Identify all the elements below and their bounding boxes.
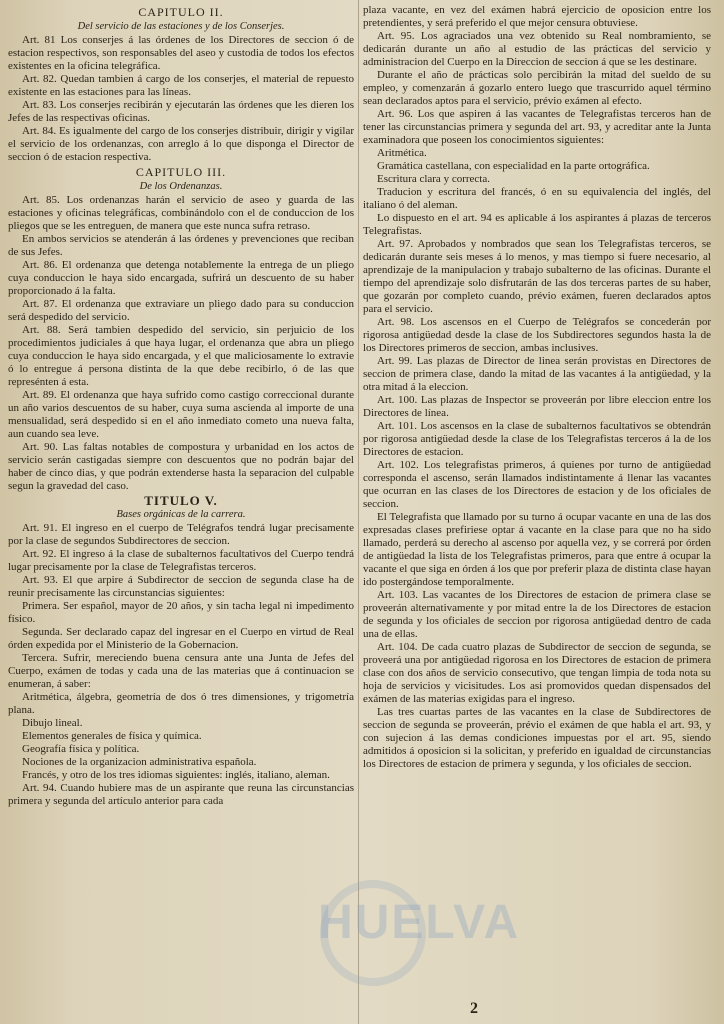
subject-administration: Nociones de la organizacion administrativa española. [22, 756, 257, 768]
requirement-arithmetic: Aritmética. [377, 147, 427, 159]
requirement-writing: Escritura clara y correcta. [377, 173, 490, 185]
article-87: Art. 87. El ordenanza que extraviare un pliego dado para su conduccion será despedido del servicio. [8, 298, 354, 323]
chapter-2-heading: CAPITULO II. [138, 5, 224, 19]
article-90: Art. 90. Las faltas notables de compostura y urbanidad en los actos de servicio serán castigadas siempre con descuentos que no podrán bajar del haber de cinco dias, y que podrán extenderse hasta la separacion del culpable segun la gravedad del caso. [8, 441, 354, 492]
title-5-heading: TITULO V. [144, 493, 218, 508]
article-104: Art. 104. De cada cuatro plazas de Subdirector de seccion de segunda, se proveerá una por antigüedad rigorosa en los Directores de estacion de primera clase con dos años de servicio consecutivo, que tengan limpia de toda nota su hoja de servicios y vicisitudes. Los asi promovidos quedan dispensados del exámen de las materias exigidas para el ingreso. [363, 641, 711, 705]
archive-watermark: HUELVA [318, 896, 521, 949]
article-104-paragraph: Las tres cuartas partes de las vacantes en la clase de Subdirectores de seccion de segunda se proveerán, prévio el exámen de que habla el art. 93, y con sujecion á las demas condiciones impuestas por el art. 95, siendo admitidos á oposicion si la solicitan, y preferido en igualdad de circunstancias los Directores de estacion de primera y segunda, y los oficiales de seccion. [363, 706, 711, 770]
article-88: Art. 88. Será tambien despedido del servicio, sin perjuicio de los procedimientos judiciales á que haya lugar, el ordenanza que abra un pliego cuya conduccion le haya sido encargada, y el que maliciosamente lo extravie ó lo entregue á persona distinta de la que debe recibirlo, ó de las que represénten á esta. [8, 324, 354, 388]
chapter-3-heading: CAPITULO III. [135, 165, 227, 179]
title-5-subheading: Bases orgánicas de la carrera. [116, 509, 246, 520]
article-102: Art. 102. Los telegrafistas primeros, á quienes por turno de antigüedad corresponda el ascenso, serán llamados indistintamente á llenar las vacantes que ocurran en las clases de los Directores de estacion y de los oficiales de seccion. [363, 459, 711, 510]
condition-segunda: Segunda. Ser declarado capaz del ingresar en el Cuerpo en virtud de Real órden expedida por el Ministerio de la Gobernacion. [8, 626, 354, 651]
requirement-note: Lo dispuesto en el art. 94 es aplicable á los aspirantes á plazas de terceros Telegrafistas. [363, 212, 711, 237]
article-93: Art. 93. El que arpire á Subdirector de seccion de segunda clase ha de reunir precisamente las circunstancias siguientes: [8, 574, 354, 599]
column-divider [358, 0, 359, 1024]
article-91: Art. 91. El ingreso en el cuerpo de Telégrafos tendrá lugar precisamente por la clase de segundos Subdirectores de seccion. [8, 522, 354, 547]
right-column [363, 4, 711, 1000]
chapter-3-subheading: De los Ordenanzas. [139, 181, 223, 192]
article-94-continuation: plaza vacante, en vez del exámen habrá ejercicio de oposicion entre los pretendientes, y será preferido el que mejor censura obtuviese. [363, 4, 711, 29]
article-92: Art. 92. El ingreso á la clase de subalternos facultativos del Cuerpo tendrá lugar precisamente por la clase de Telegrafistas terceros. [8, 548, 354, 573]
article-101: Art. 101. Los ascensos en la clase de subalternos facultativos se obtendrán por rigorosa antigüedad desde la clase de los Telegrafistas terceros á la de los Directores de estacion. [363, 420, 711, 458]
article-83: Art. 83. Los conserjes recibirán y ejecutarán las órdenes que les dieren los Jefes de las respectivas oficinas. [8, 99, 354, 124]
subject-geography: Geografía física y política. [22, 743, 140, 755]
article-94: Art. 94. Cuando hubiere mas de un aspirante que reuna las circunstancias primera y segunda del artículo anterior para cada [8, 782, 354, 807]
article-98: Art. 98. Los ascensos en el Cuerpo de Telégrafos se concederán por rigorosa antigüedad desde la clase de los Subdirectores segundos hasta la de los Directores primeros de seccion, ambas inclusives. [363, 316, 711, 354]
article-82: Art. 82. Quedan tambien á cargo de los conserjes, el material de repuesto existente en las estaciones para las líneas. [8, 73, 354, 98]
subject-physics: Elementos generales de física y química. [22, 730, 202, 742]
article-85-paragraph: En ambos servicios se atenderán á las órdenes y prevenciones que reciban de sus Jefes. [8, 233, 354, 258]
article-95: Art. 95. Los agraciados una vez obtenido su Real nombramiento, se dedicarán durante un año al estudio de las prácticas del servicio y administracion del Cuerpo en la Direccion de seccion á que se les destinare. [363, 30, 711, 68]
page-number: 2 [470, 1000, 478, 1017]
article-89: Art. 89. El ordenanza que haya sufrido como castigo correccional durante un año varios descuentos de su haber, cuya suma ascienda al importe de una mensualidad, será despedido si en el año inmediato cometo una nueva falta, aun cuando sea leve. [8, 389, 354, 440]
article-103: Art. 103. Las vacantes de los Directores de estacion de primera clase se proveerán alternativamente y por mitad entre la de los Directores de estacion de segunda y los oficiales de seccion por rigorosa antigüedad dentro de cada una de ellas. [363, 589, 711, 640]
article-86: Art. 86. El ordenanza que detenga notablemente la entrega de un pliego cuya conduccion le haya sido encargada, sufrirá un descuento de su haber proporcionado á la falta. [8, 259, 354, 297]
article-102-paragraph: El Telegrafista que llamado por su turno á ocupar vacante en una de las dos expresadas clases prefiriese optar á vacante en la clase para que no ha sido llamado, perderá su derecho al ascenso por aquella vez, y se correrá por órden de antigüedad la lista de los Telegrafistas primeros, para que entre á ocupar la vacante el que siga en órden á los que por preferir plaza de distinta clase hayan ido postergándose temporalmente. [363, 511, 711, 588]
requirement-translation: Traducion y escritura del francés, ó en su equivalencia del inglés, del italiano ó del aleman. [363, 186, 711, 211]
article-81: Art. 81 Los conserjes á las órdenes de los Directores de seccion ó de estacion respectivos, son responsables del aseo y custodia de todos los efectos existentes en la oficina telegráfica. [8, 34, 354, 72]
subject-drawing: Dibujo lineal. [22, 717, 83, 729]
chapter-2-subheading: Del servicio de las estaciones y de los Conserjes. [77, 21, 285, 32]
article-84: Art. 84. Es igualmente del cargo de los conserjes distribuir, dirigir y vigilar el servicio de los ordenanzas, con arreglo á lo que disponga el Director de seccion ó de estacion respectiva. [8, 125, 354, 163]
condition-primera: Primera. Ser español, mayor de 20 años, y sin tacha legal ni impedimento físico. [8, 600, 354, 625]
article-97: Art. 97. Aprobados y nombrados que sean los Telegrafistas terceros, se dedicarán durante seis meses á lo menos, y mas tiempo si fuere necesario, al aprendizaje de la manipulacion y trabajo subalterno de las oficinas. Durante el tiempo del aprendizaje solo disfrutarán de las dos terceras partes de su haber, que gozarán por completo cuando, prévio exámen, fueren declarados aptos para el servicio. [363, 238, 711, 315]
condition-tercera: Tercera. Sufrir, mereciendo buena censura ante una Junta de Jefes del Cuerpo, exámen de todas y cada una de las materias que á continuacion se enumeran, á saber: [8, 652, 354, 690]
article-96: Art. 96. Los que aspiren á las vacantes de Telegrafistas terceros han de tener las circunstancias primera y segunda del art. 93, y acreditar ante la Junta examinadora que poseen los conocimientos siguientes: [363, 108, 711, 146]
article-99: Art. 99. Las plazas de Director de linea serán provistas en Directores de seccion de primera clase, dando la mitad de las vacantes á la antigüedad, y la otra mitad á la eleccion. [363, 355, 711, 393]
article-100: Art. 100. Las plazas de Inspector se proveerán por libre eleccion entre los Directores de línea. [363, 394, 711, 419]
article-85: Art. 85. Los ordenanzas harán el servicio de aseo y guarda de las estaciones y oficinas telegráficas, combinándolo con el de conduccion de los pliegos que se les entreguen, de manera que este nunca sufra retraso. [8, 194, 354, 232]
article-95-paragraph: Durante el año de prácticas solo percibirán la mitad del sueldo de su empleo, y comenzarán á gozarlo entero luego que trascurrido aquel término sean declarados aptos para el servicio, prévio exámen al efecto. [363, 69, 711, 107]
subject-languages: Francés, y otro de los tres idiomas siguientes: inglés, italiano, aleman. [22, 769, 330, 781]
requirement-grammar: Gramática castellana, con especialidad en la parte ortográfica. [377, 160, 650, 172]
subject-math: Aritmética, álgebra, geometría de dos ó tres dimensiones, y trigometría plana. [8, 691, 354, 716]
left-column [8, 4, 354, 1000]
